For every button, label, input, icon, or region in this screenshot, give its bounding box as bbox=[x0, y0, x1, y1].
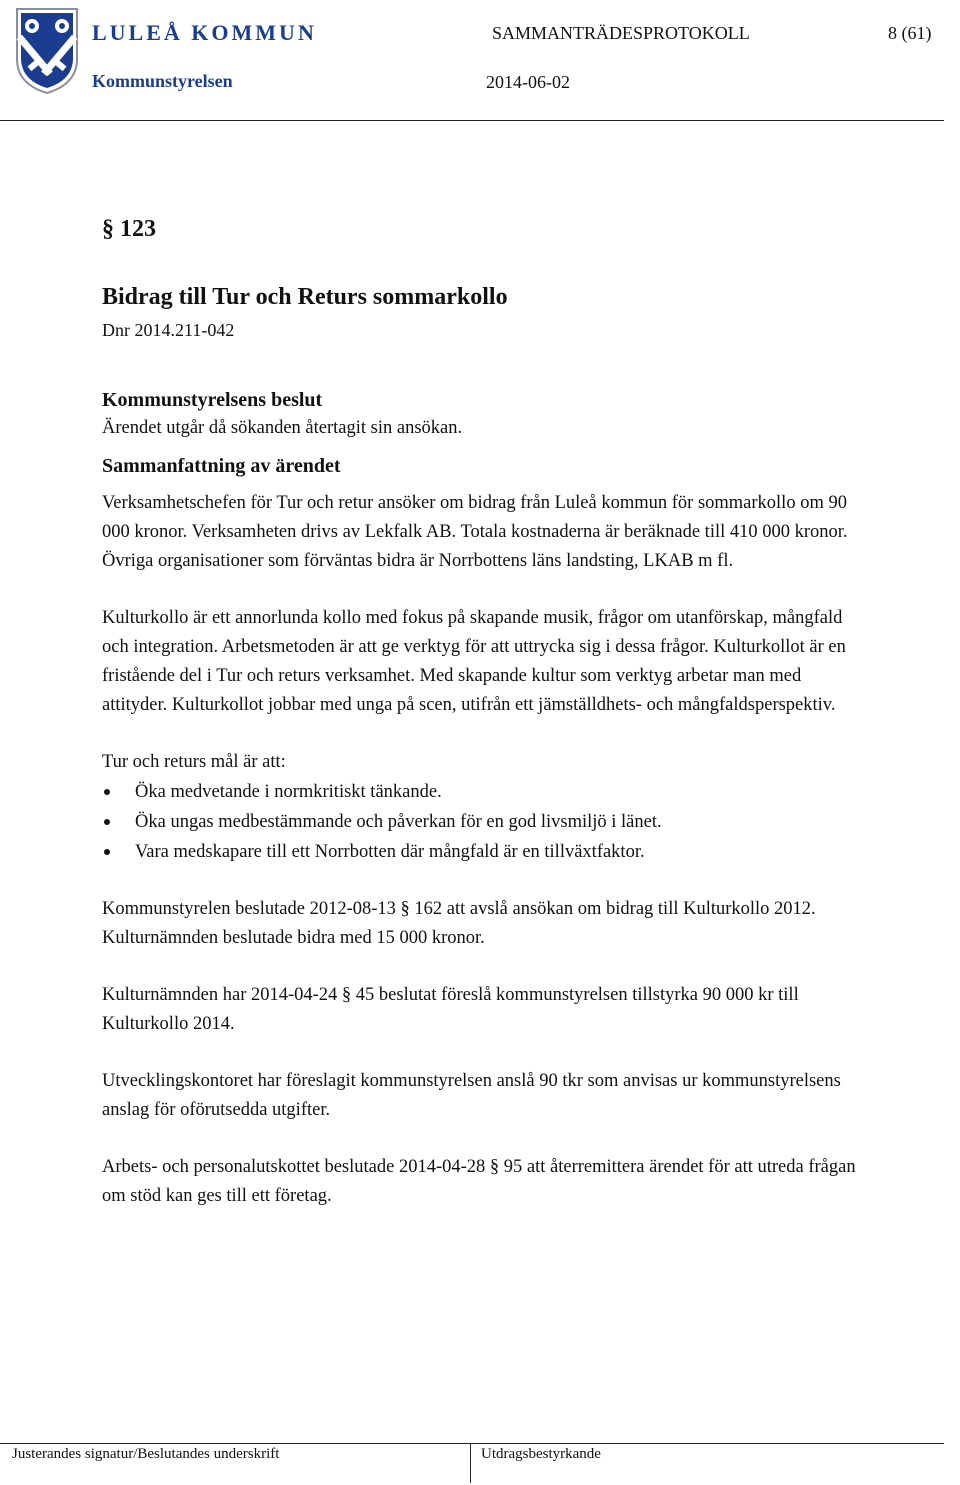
goals-list bbox=[102, 777, 862, 867]
section-title: Bidrag till Tur och Returs sommarkollo bbox=[102, 284, 508, 310]
decision-heading: Kommunstyrelsens beslut bbox=[102, 389, 323, 411]
summary-heading: Sammanfattning av ärendet bbox=[102, 455, 341, 477]
summary-paragraph: Kulturnämnden har 2014-04-24 § 45 beslutat föreslå kommunstyrelsen tillstyrka 90 000 kr till Kulturkollo 2014. bbox=[102, 985, 799, 1034]
footer-column-divider bbox=[470, 1443, 471, 1483]
extract-certification-label: Utdragsbestyrkande bbox=[481, 1446, 601, 1462]
organization-name: LULEÅ KOMMUN bbox=[92, 20, 317, 45]
committee-name: Kommunstyrelsen bbox=[92, 71, 233, 91]
registration-number: Dnr 2014.211-042 bbox=[102, 320, 235, 340]
page-number: 8 (61) bbox=[888, 23, 932, 43]
summary-paragraph: Kommunstyrelen beslutade 2012-08-13 § 162 att avslå ansökan om bidrag till Kulturkollo 2012. Kulturnämnden beslutade bidra med 15 000 kronor. bbox=[102, 899, 816, 948]
signature-field-label: Justerandes signatur/Beslutandes underskrift bbox=[12, 1446, 280, 1462]
summary-paragraph: Arbets- och personalutskottet beslutade 2014-04-28 § 95 att återremittera ärendet för att utreda frågan om stöd kan ges till ett företag. bbox=[102, 1157, 856, 1206]
meeting-date: 2014-06-02 bbox=[486, 72, 570, 92]
header-divider bbox=[0, 120, 944, 121]
goals-intro: Tur och returs mål är att: bbox=[102, 752, 286, 772]
document-type: SAMMANTRÄDESPROTOKOLL bbox=[492, 23, 750, 43]
document-body bbox=[102, 210, 862, 1211]
decision-text: Ärendet utgår då sökanden återtagit sin ansökan. bbox=[102, 418, 463, 438]
list-item: Vara medskapare till ett Norrbotten där mångfald är en tillväxtfaktor. bbox=[102, 837, 862, 867]
section-number: § 123 bbox=[102, 216, 156, 242]
list-item: Öka ungas medbestämmande och påverkan för en god livsmiljö i länet. bbox=[102, 807, 862, 837]
summary-paragraph: Verksamhetschefen för Tur och retur ansöker om bidrag från Luleå kommun för sommarkollo om 90 000 kronor. Verksamheten drivs av Lekfalk AB. Totala kostnaderna är beräknade till 410 000 kronor. Övriga organisationer som förväntas bidra är Norrbottens läns landsting, LKAB m fl. bbox=[102, 493, 848, 571]
summary-paragraph: Utvecklingskontoret har föreslagit kommunstyrelsen anslå 90 tkr som anvisas ur kommunstyrelsens anslag för oförutsedda utgifter. bbox=[102, 1071, 841, 1120]
coat-of-arms-icon bbox=[12, 4, 82, 96]
summary-paragraph: Kulturkollo är ett annorlunda kollo med fokus på skapande musik, frågor om utanförskap, mångfald och integration. Arbetsmetoden är att ge verktyg för att uttrycka sig i dessa frågor. Kulturkollot är en fristående del i Tur och returs verksamhet. Med skapande kultur som verktyg arbetar man med attityder. Kulturkollot jobbar med unga på scen, utifrån ett jämställdhets- och mångfaldsperspektiv. bbox=[102, 608, 846, 715]
list-item: Öka medvetande i normkritiskt tänkande. bbox=[102, 777, 862, 807]
